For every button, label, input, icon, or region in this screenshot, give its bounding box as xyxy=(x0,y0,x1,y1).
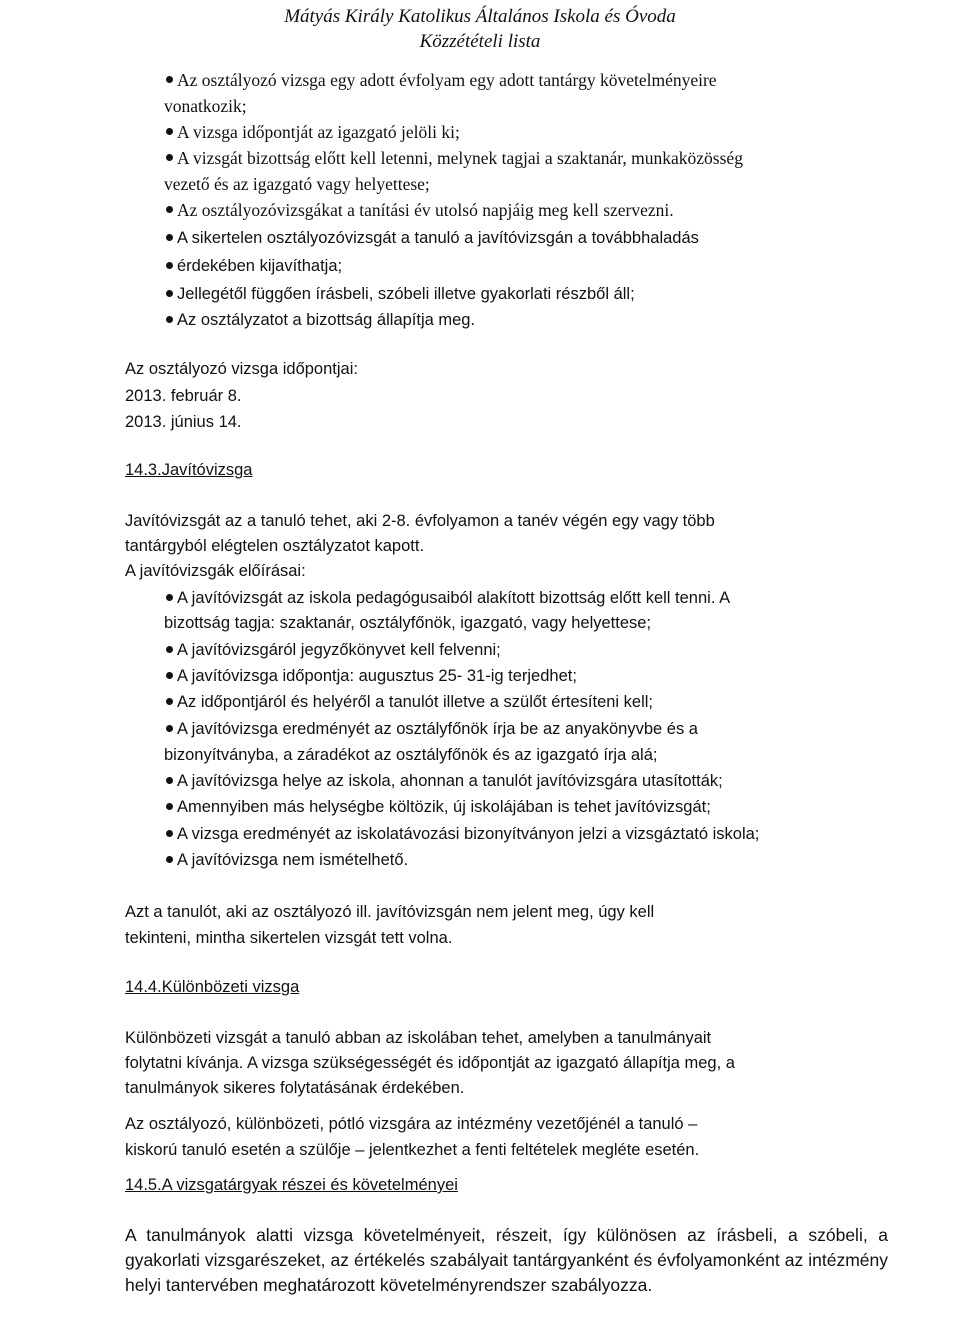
bullet-icon xyxy=(166,206,173,213)
bullet-icon xyxy=(166,262,173,269)
section-heading-14-5: 14.5.A vizsgatárgyak részei és követelményei xyxy=(125,1176,458,1194)
list-item: A javítóvizsga nem ismételhető. xyxy=(177,851,409,869)
list-item: A vizsga eredményét az iskolatávozási bizonyítványon jelzi a vizsgáztató iskola; xyxy=(177,825,760,843)
bullet-icon xyxy=(166,830,173,837)
list-item-continuation: vezető és az igazgató vagy helyettese; xyxy=(164,174,430,194)
section-heading-14-4: 14.4.Különbözeti vizsga xyxy=(125,978,300,996)
bullet-icon xyxy=(166,646,173,653)
list-item: Amennyiben más helységbe költözik, új iskolájában is tehet javítóvizsgát; xyxy=(177,798,711,816)
paragraph: A javítóvizsgák előírásai: xyxy=(125,562,306,580)
list-item: Az időpontjáról és helyéről a tanulót illetve a szülőt értesíteni kell; xyxy=(177,693,654,711)
date-item: 2013. június 14. xyxy=(125,413,242,431)
list-item: A vizsga időpontját az igazgató jelöli ki; xyxy=(177,122,460,142)
list-item: Az osztályozó vizsga egy adott évfolyam egy adott tantárgy követelményeire xyxy=(177,70,717,90)
list-item-continuation: érdekében kijavíthatja; xyxy=(177,257,343,275)
paragraph: A tanulmányok alatti vizsga követelményeit, részeit, így különösen az írásbeli, a szóbeli, a gyakorlati vizsgarészeket, az értékelés szabályait tantárgyanként és évfolyamonként az intézmény helyi tantervében meghatározott követelményrendszer szabályozza. xyxy=(125,1225,888,1295)
list-item-continuation: vonatkozik; xyxy=(164,96,247,116)
bullet-icon xyxy=(166,290,173,297)
list-item: A sikertelen osztályozóvizsgát a tanuló a javítóvizsgán a továbbhaladás xyxy=(177,229,699,247)
list-item: A javítóvizsga eredményét az osztályfőnök írja be az anyakönyvbe és a xyxy=(177,720,698,738)
paragraph: Azt a tanulót, aki az osztályozó ill. javítóvizsgán nem jelent meg, úgy kell xyxy=(125,903,655,921)
list-item: A javítóvizsga helye az iskola, ahonnan a tanulót javítóvizsgára utasították; xyxy=(177,772,723,790)
paragraph: tanulmányok sikeres folytatásának érdekében. xyxy=(125,1079,465,1097)
list-item: A vizsgát bizottság előtt kell letenni, melynek tagjai a szaktanár, munkaközösség xyxy=(177,148,743,168)
list-item: A javítóvizsgát az iskola pedagógusaiból alakított bizottság előtt kell tenni. A xyxy=(177,589,731,607)
list-item: Az osztályozóvizsgákat a tanítási év utolsó napjáig meg kell szervezni. xyxy=(177,200,674,220)
bullet-icon xyxy=(166,777,173,784)
bullet-icon xyxy=(166,234,173,241)
bullet-icon xyxy=(166,154,173,161)
bullet-icon xyxy=(166,316,173,323)
list-item: A javítóvizsgáról jegyzőkönyvet kell felvenni; xyxy=(177,641,501,659)
bullet-icon xyxy=(166,698,173,705)
list-item-continuation: bizonyítványba, a záradékot az osztályfőnök és az igazgató írja alá; xyxy=(164,746,658,764)
paragraph: Különbözeti vizsgát a tanuló abban az iskolában tehet, amelyben a tanulmányait xyxy=(125,1029,712,1047)
bullet-icon xyxy=(166,803,173,810)
bullet-icon xyxy=(166,594,173,601)
bullet-icon xyxy=(166,128,173,135)
dates-title: Az osztályozó vizsga időpontjai: xyxy=(125,360,358,378)
list-item: Az osztályzatot a bizottság állapítja meg. xyxy=(177,311,476,329)
date-item: 2013. február 8. xyxy=(125,387,242,405)
paragraph: folytatni kívánja. A vizsga szükségességét és időpontját az igazgató állapítja meg, a xyxy=(125,1054,735,1072)
school-name: Mátyás Király Katolikus Általános Iskola és Óvoda xyxy=(284,6,676,27)
section-heading-14-3: 14.3.Javítóvizsga xyxy=(125,461,253,479)
paragraph: tantárgyból elégtelen osztályzatot kapott. xyxy=(125,537,425,555)
bullet-icon xyxy=(166,76,173,83)
paragraph: kiskorú tanuló esetén a szülője – jelentkezhet a fenti feltételek megléte esetén. xyxy=(125,1141,700,1159)
list-item-continuation: bizottság tagja: szaktanár, osztályfőnök, igazgató, vagy helyettese; xyxy=(164,614,652,632)
list-item: Jellegétől függően írásbeli, szóbeli illetve gyakorlati részből áll; xyxy=(177,285,635,303)
list-item: A javítóvizsga időpontja: augusztus 25- 31-ig terjedhet; xyxy=(177,667,577,685)
bullet-icon xyxy=(166,725,173,732)
paragraph: tekinteni, mintha sikertelen vizsgát tett volna. xyxy=(125,929,453,947)
bullet-icon xyxy=(166,672,173,679)
document-header xyxy=(0,4,960,54)
list-title: Közzétételi lista xyxy=(419,31,541,52)
paragraph: Az osztályozó, különbözeti, pótló vizsgára az intézmény vezetőjénél a tanuló – xyxy=(125,1115,698,1133)
paragraph: Javítóvizsgát az a tanuló tehet, aki 2-8. évfolyamon a tanév végén egy vagy több xyxy=(125,512,715,530)
bullet-icon xyxy=(166,856,173,863)
